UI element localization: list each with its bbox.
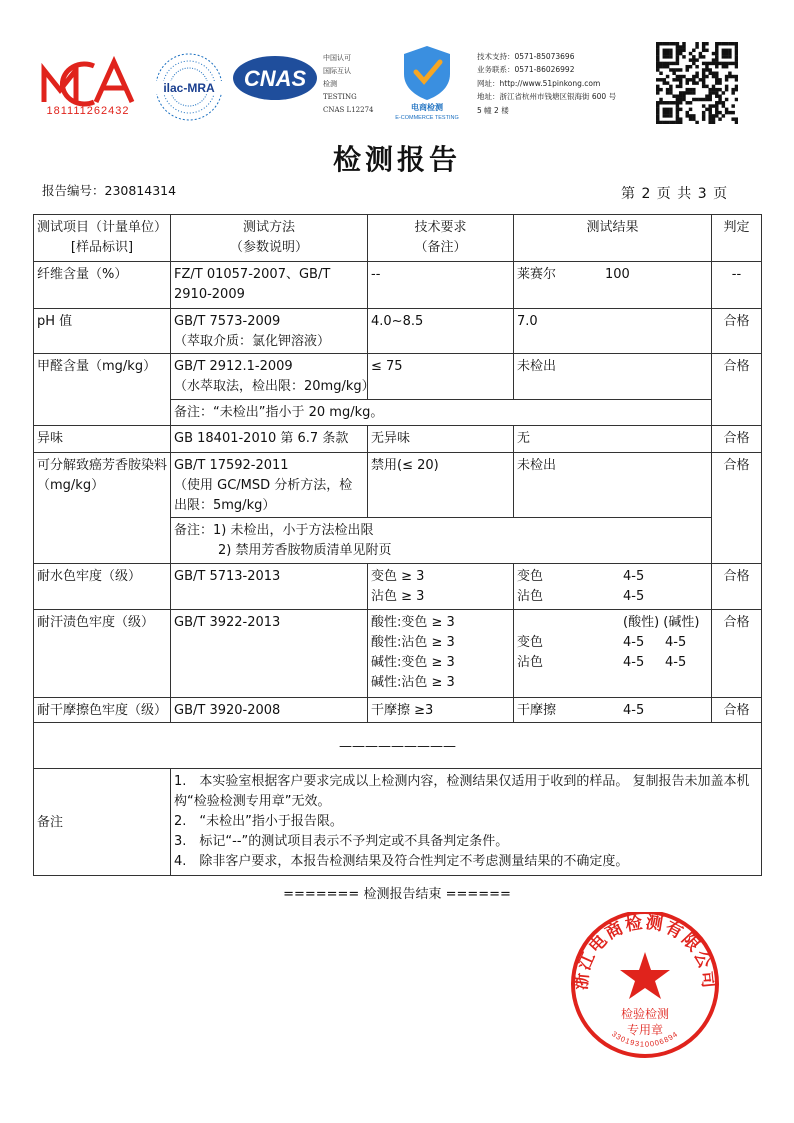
- svg-text:电商检测: 电商检测: [411, 103, 443, 112]
- cnas-logo: [232, 55, 318, 101]
- svg-text:ilac-MRA: ilac-MRA: [163, 81, 215, 95]
- table-row: 耐干摩擦色牢度（级） GB/T 3920-2008 干摩擦 ≥3 干摩擦 4-5 合格: [34, 698, 762, 723]
- header-method: 测试方法 （参数说明）: [171, 215, 368, 262]
- qr-code-icon: [656, 42, 738, 124]
- remarks-label: 备注: [34, 769, 171, 876]
- address: 地址：浙江省杭州市钱塘区银海街 600 号: [477, 92, 617, 102]
- page-title: 检测报告: [332, 143, 461, 176]
- report-number: 报告编号：230814314: [42, 183, 177, 198]
- svg-text:E-COMMERCE TESTING: E-COMMERCE TESTING: [395, 115, 459, 120]
- page-indicator: 第 2 页 共 3 页: [621, 186, 729, 202]
- table-row: 耐汗渍色牢度（级） GB/T 3922-2013 酸性:变色 ≥ 3 酸性:沾色 ≥ 3 碱性:变色 ≥ 3 碱性:沾色 ≥ 3 (酸性) (碱性) 变色 4-5 4-5 沾色 4-5 4-5 合格: [34, 610, 762, 698]
- cma-logo: [38, 52, 138, 116]
- svg-text:3301931000689​4: 3301931000689​4: [610, 1029, 680, 1049]
- remark-2: 2. “未检出”指小于报告限。: [174, 814, 343, 829]
- table-row: 可分解致癌芳香胺染料（mg/kg） GB/T 17592-2011 （使用 GC/MSD 分析方法，检出限：5mg/kg） 禁用(≤ 20) 未检出 合格: [34, 453, 762, 518]
- svg-text:专用章: 专用章: [626, 1023, 664, 1037]
- remarks-row: [34, 769, 762, 876]
- remark-3: 3. 标记“--”的测试项目表示不予判定或不具备判定条件。: [174, 834, 509, 849]
- table-row: pH 值 GB/T 7573-2009 （萃取介质：氯化钾溶液） 4.0~8.5 7.0 合格: [34, 309, 762, 354]
- cnas-info: 中国认可 国际互认 检测 TESTING CNAS L12274: [323, 54, 374, 114]
- separator-row: —————————: [34, 723, 762, 769]
- table-row-note: 备注：“未检出”指小于 20 mg/kg。: [34, 400, 762, 426]
- contact-info: [477, 50, 616, 117]
- ilac-mra-logo: [152, 52, 226, 122]
- table-row-note: 备注：1) 未检出，小于方法检出限 2) 禁用芳香胺物质清单见附页: [34, 518, 762, 564]
- report-end: ======= 检测报告结束 ======: [283, 887, 511, 902]
- header-verdict: 判定: [712, 215, 762, 262]
- svg-text:浙江电商检测有限公司: 浙江电商检测有限公司: [571, 912, 719, 991]
- svg-text:181111262432: 181111262432: [46, 105, 130, 116]
- svg-text:检验检测: 检验检测: [620, 1007, 670, 1021]
- remark-1: 1. 本实验室根据客户要求完成以上检测内容，检测结果仅适用于收到的样品。 复制报告未加盖本机构“检验检测专用章”无效。: [174, 774, 750, 809]
- remark-4: 4. 除非客户要求，本报告检测结果及符合性判定不考虑测量结果的不确定度。: [174, 854, 629, 869]
- table-row: 耐水色牢度（级） GB/T 5713-2013 变色 ≥ 3 沾色 ≥ 3 变色 4-5 沾色 4-5 合格: [34, 564, 762, 610]
- table-row: 异味 GB 18401-2010 第 6.7 条款 无异味 无 合格: [34, 426, 762, 453]
- website: 网址：http://www.51pinkong.com: [477, 78, 601, 88]
- official-seal-stamp: [565, 912, 725, 1062]
- tech-support: 技术支持：0571-85073696: [477, 52, 575, 61]
- address-line2: 5 幢 2 楼: [477, 105, 509, 115]
- svg-text:CNAS: CNAS: [243, 66, 307, 91]
- header-item: 测试项目（计量单位） [样品标识]: [34, 215, 171, 262]
- test-results-table: [33, 214, 762, 876]
- business-contact: 业务联系：0571-86026992: [477, 65, 575, 75]
- header-result: 测试结果: [514, 215, 712, 262]
- table-row: 甲醛含量（mg/kg） GB/T 2912.1-2009 （水萃取法，检出限：20mg/kg） ≤ 75 未检出 合格: [34, 354, 762, 400]
- header-requirement: 技术要求 （备注）: [368, 215, 514, 262]
- table-header-row: [34, 215, 762, 262]
- ecommerce-testing-logo: [392, 42, 462, 120]
- table-row: 纤维含量（%） FZ/T 01057-2007、GB/T 2910-2009 -- 莱赛尔 100 --: [34, 262, 762, 309]
